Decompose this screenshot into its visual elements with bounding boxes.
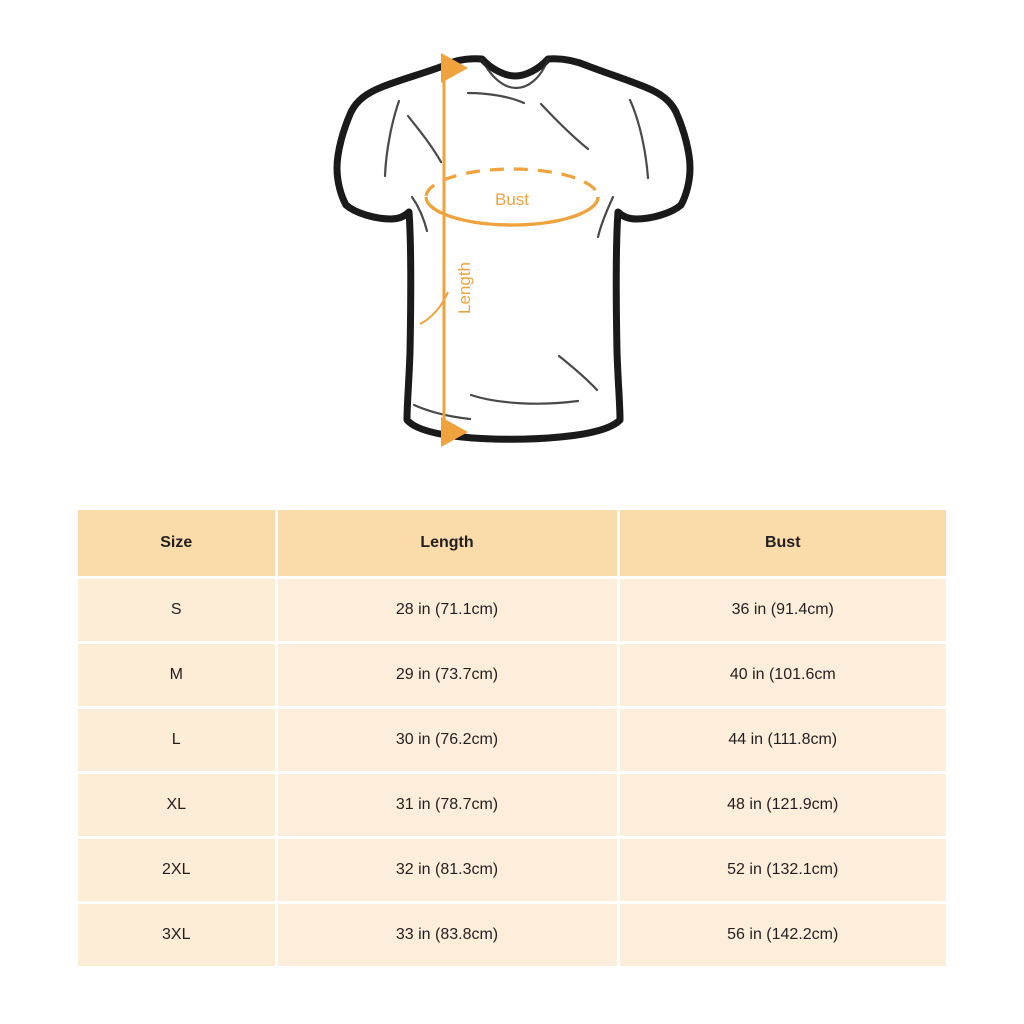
column-header-bust: Bust <box>618 510 946 578</box>
cell-bust: 44 in (111.8cm) <box>618 708 946 773</box>
table-row <box>78 773 946 838</box>
table-row <box>78 708 946 773</box>
cell-length: 32 in (81.3cm) <box>276 838 618 903</box>
tshirt-detail-lines <box>385 59 648 419</box>
tshirt-diagram <box>0 0 1024 480</box>
cell-size: L <box>78 708 276 773</box>
cell-size: S <box>78 578 276 643</box>
cell-bust: 48 in (121.9cm) <box>618 773 946 838</box>
table-row <box>78 578 946 643</box>
cell-size: 3XL <box>78 903 276 967</box>
cell-length: 33 in (83.8cm) <box>276 903 618 967</box>
cell-length: 29 in (73.7cm) <box>276 643 618 708</box>
cell-bust: 40 in (101.6cm <box>618 643 946 708</box>
size-chart-table <box>78 510 946 966</box>
cell-size: M <box>78 643 276 708</box>
table-row <box>78 903 946 967</box>
table-row <box>78 838 946 903</box>
column-header-length: Length <box>276 510 618 578</box>
cell-length: 31 in (78.7cm) <box>276 773 618 838</box>
cell-bust: 56 in (142.2cm) <box>618 903 946 967</box>
column-header-size: Size <box>78 510 276 578</box>
table-header-row <box>78 510 946 578</box>
table-row <box>78 643 946 708</box>
cell-bust: 52 in (132.1cm) <box>618 838 946 903</box>
bust-label: Bust <box>494 190 530 209</box>
cell-length: 28 in (71.1cm) <box>276 578 618 643</box>
cell-length: 30 in (76.2cm) <box>276 708 618 773</box>
cell-bust: 36 in (91.4cm) <box>618 578 946 643</box>
length-label: Length <box>455 262 474 314</box>
length-measure <box>420 68 448 432</box>
cell-size: XL <box>78 773 276 838</box>
cell-size: 2XL <box>78 838 276 903</box>
